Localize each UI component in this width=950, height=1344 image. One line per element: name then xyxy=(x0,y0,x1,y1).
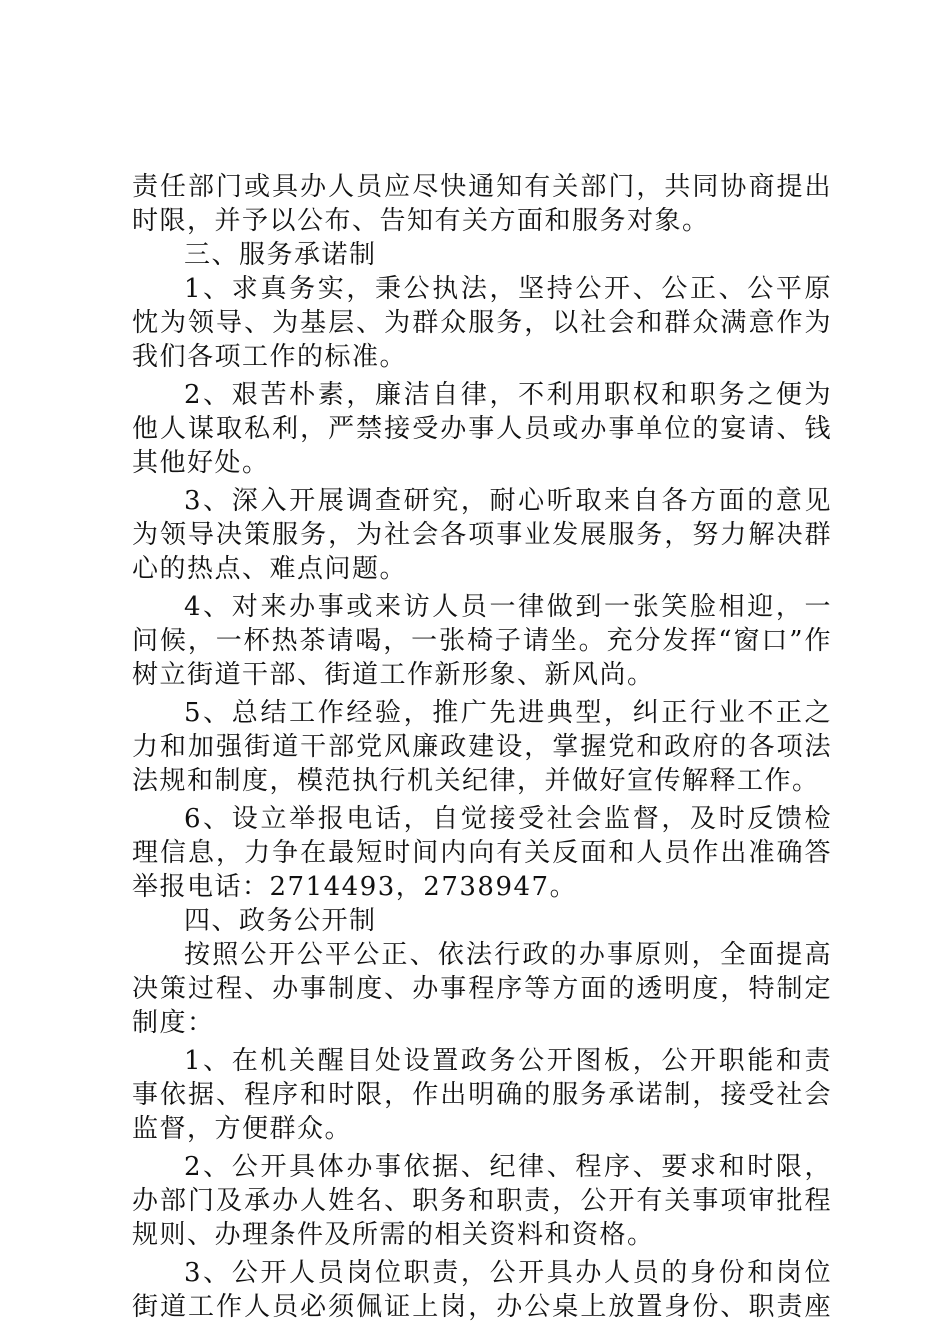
text-line: 1、求真务实，秉公执法，坚持公开、公正、公平原 xyxy=(184,274,832,304)
text-line: 忱为领导、为基层、为群众服务，以社会和群众满意作为 xyxy=(132,308,832,338)
text-line: 心的热点、难点问题。 xyxy=(132,554,408,584)
text-line: 办部门及承办人姓名、职务和职责，公开有关事项审批程 xyxy=(132,1186,832,1216)
text-line: 力和加强街道干部党风廉政建设，掌握党和政府的各项法 xyxy=(132,732,832,762)
text-line: 6、设立举报电话，自觉接受社会监督，及时反馈检 xyxy=(184,804,832,834)
section-heading: 四、政务公开制 xyxy=(184,906,377,936)
text-line: 我们各项工作的标准。 xyxy=(132,342,408,372)
text-line: 举报电话：2714493，2738947。 xyxy=(132,872,578,902)
text-line: 问候，一杯热茶请喝，一张椅子请坐。充分发挥“窗口”作 xyxy=(132,626,832,656)
text-line: 规则、办理条件及所需的相关资料和资格。 xyxy=(132,1220,655,1250)
text-line: 时限，并予以公布、告知有关方面和服务对象。 xyxy=(132,206,710,236)
text-line: 3、深入开展调查研究，耐心听取来自各方面的意见 xyxy=(184,486,832,516)
text-line: 制度： xyxy=(132,1008,215,1038)
text-line: 2、公开具体办事依据、纪律、程序、要求和时限， xyxy=(184,1152,832,1182)
section-heading: 三、服务承诺制 xyxy=(184,240,377,270)
text-line: 3、公开人员岗位职责，公开具办人员的身份和岗位 xyxy=(184,1258,832,1288)
text-line: 事依据、程序和时限，作出明确的服务承诺制，接受社会 xyxy=(132,1080,832,1110)
text-line: 他人谋取私利，严禁接受办事人员或办事单位的宴请、钱 xyxy=(132,414,832,444)
text-line: 监督，方便群众。 xyxy=(132,1114,353,1144)
text-line: 街道工作人员必须佩证上岗，办公桌上放置身份、职责座 xyxy=(132,1292,832,1322)
text-line: 1、在机关醒目处设置政务公开图板，公开职能和责 xyxy=(184,1046,832,1076)
text-line: 决策过程、办事制度、办事程序等方面的透明度，特制定 xyxy=(132,974,832,1004)
text-line: 其他好处。 xyxy=(132,448,270,478)
text-line: 2、艰苦朴素，廉洁自律，不利用职权和职务之便为 xyxy=(184,380,832,410)
text-line: 5、总结工作经验，推广先进典型，纠正行业不正之 xyxy=(184,698,832,728)
text-line: 树立街道干部、街道工作新形象、新风尚。 xyxy=(132,660,655,690)
text-line: 理信息，力争在最短时间内向有关反面和人员作出准确答 xyxy=(132,838,832,868)
text-line: 责任部门或具办人员应尽快通知有关部门，共同协商提出 xyxy=(132,172,832,202)
text-line: 为领导决策服务，为社会各项事业发展服务，努力解决群 xyxy=(132,520,832,550)
text-line: 按照公开公平公正、依法行政的办事原则，全面提高 xyxy=(184,940,832,970)
document-body xyxy=(132,170,832,1324)
text-line: 法规和制度，模范执行机关纪律，并做好宣传解释工作。 xyxy=(132,766,820,796)
text-line: 4、对来办事或来访人员一律做到一张笑脸相迎，一 xyxy=(184,592,832,622)
